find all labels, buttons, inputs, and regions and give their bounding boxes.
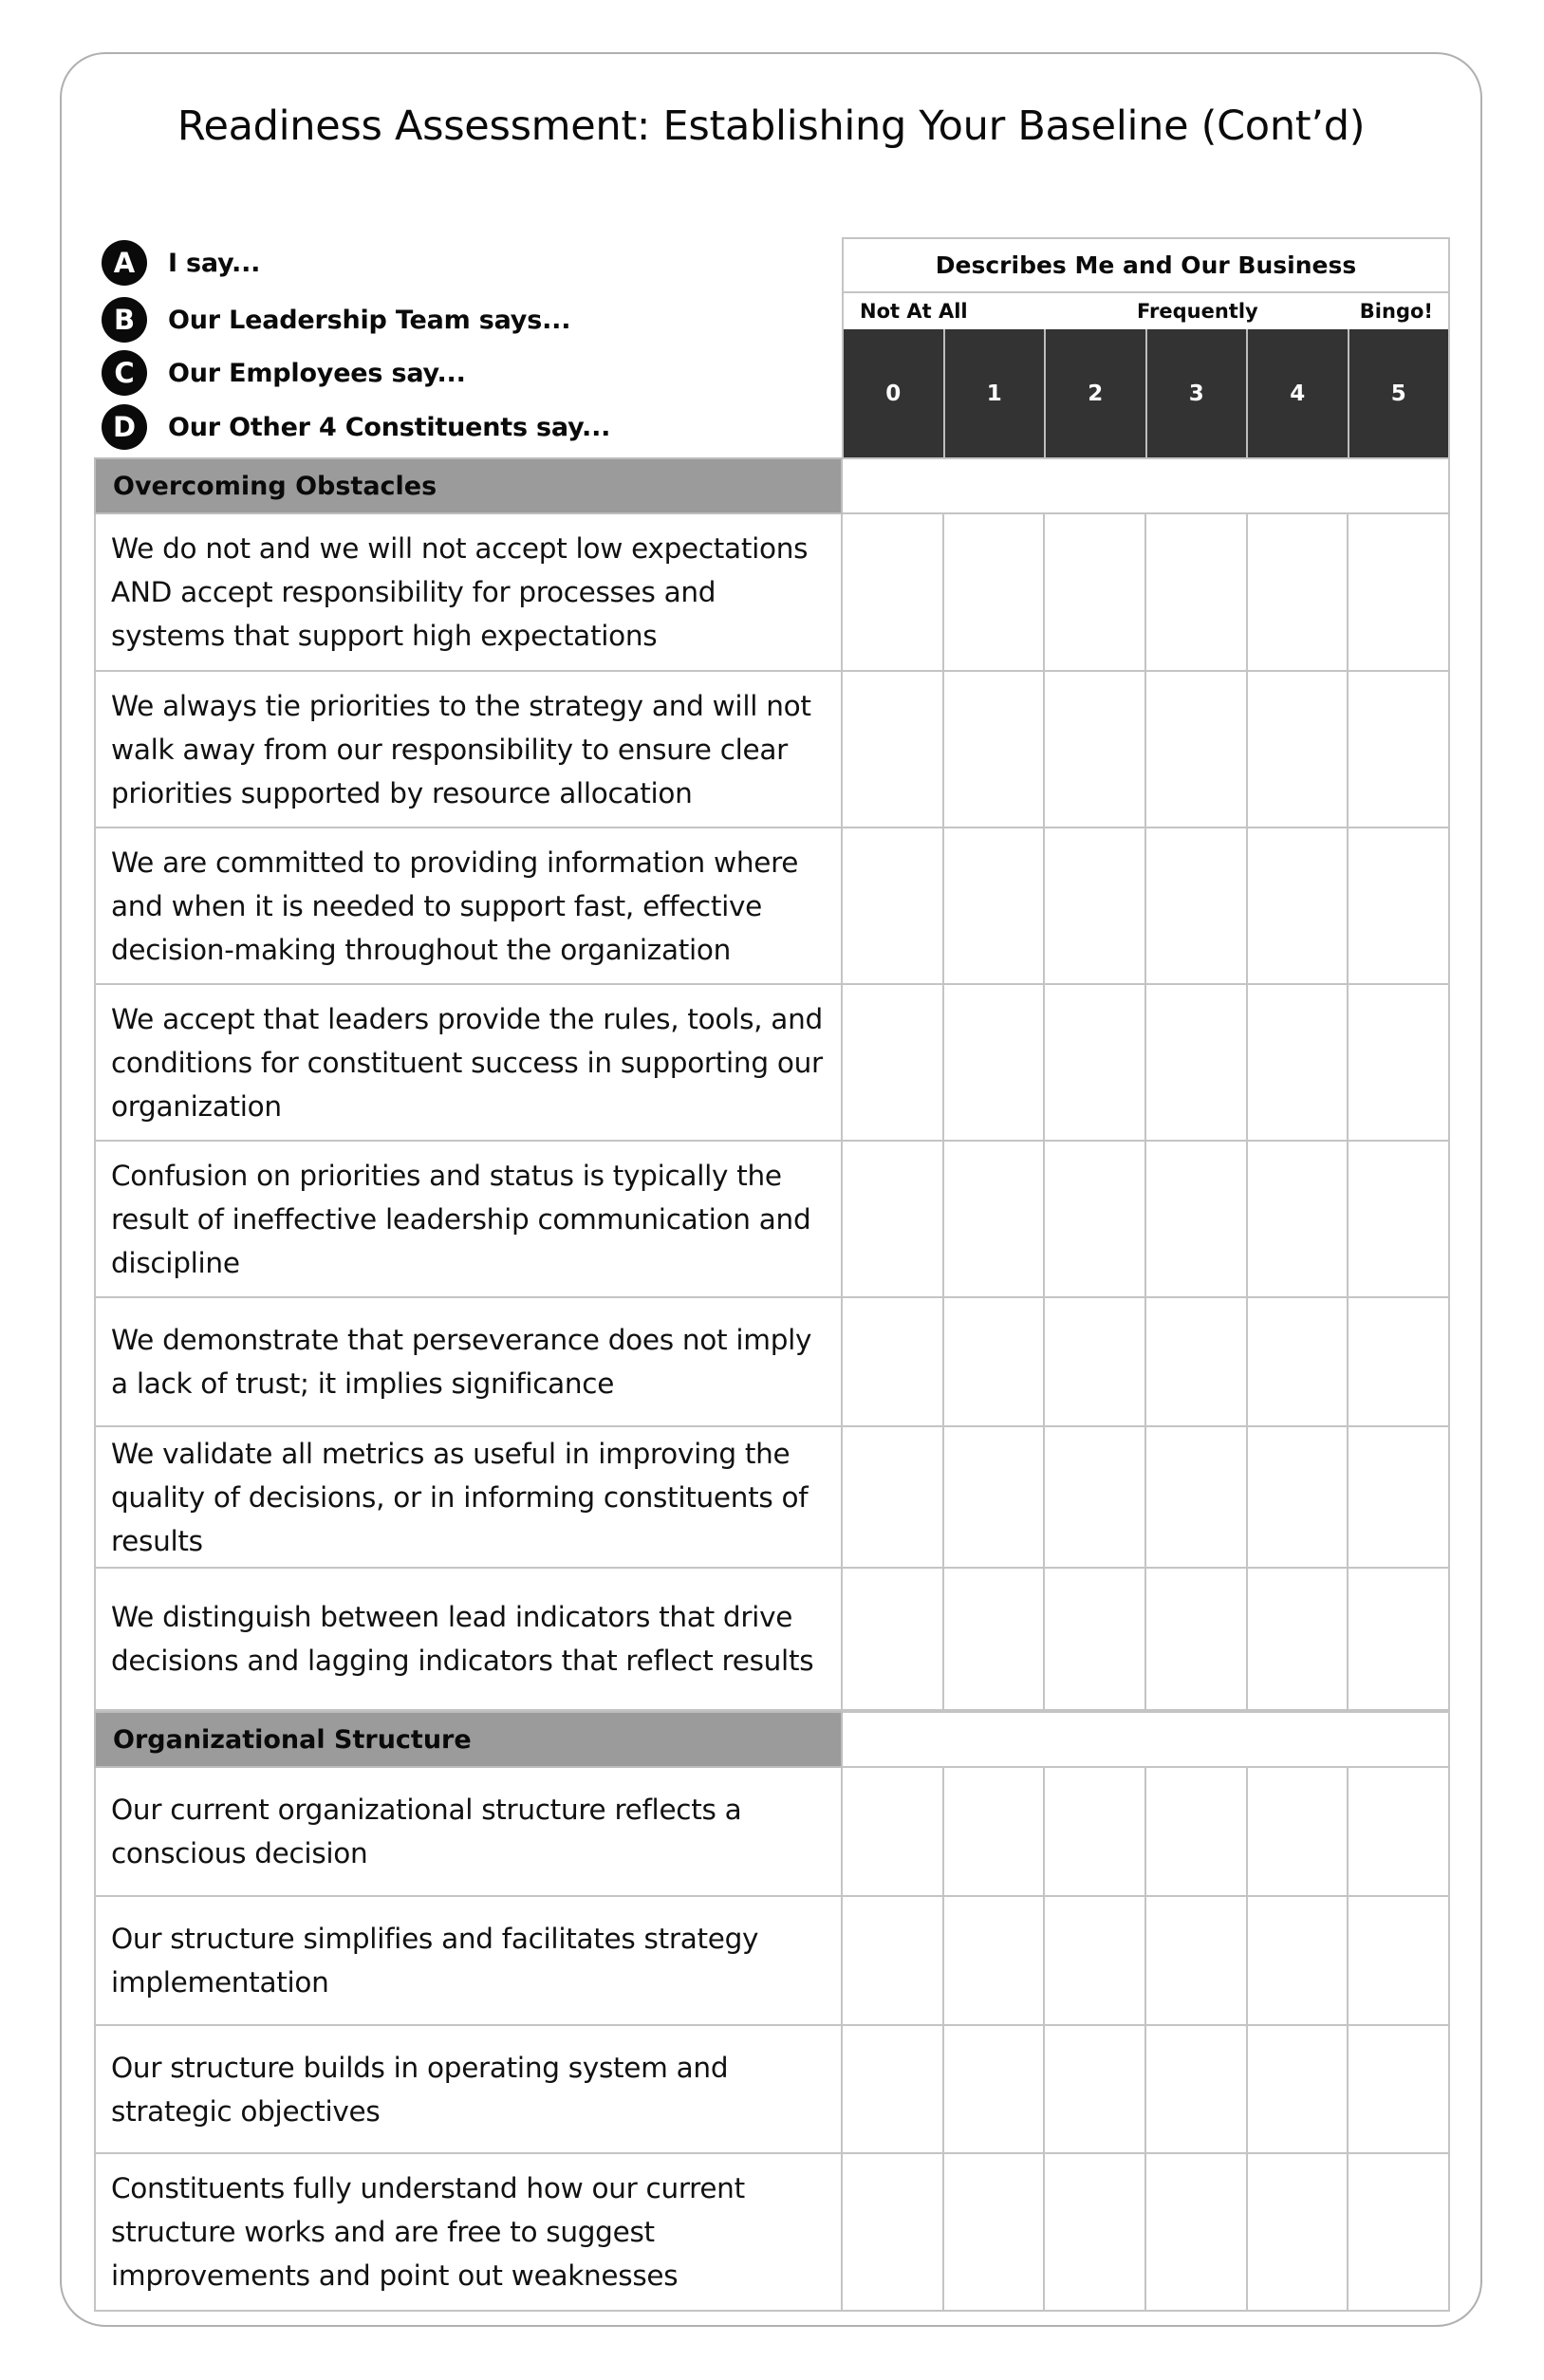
table-row	[94, 828, 1450, 985]
score-cell-4[interactable]	[1248, 1298, 1349, 1425]
score-cell-3[interactable]	[1146, 1768, 1248, 1895]
score-cell-3[interactable]	[1146, 2026, 1248, 2152]
score-cell-3[interactable]	[1146, 514, 1248, 670]
table-row	[94, 1142, 1450, 1298]
score-cell-0[interactable]	[843, 1569, 944, 1709]
score-cells	[843, 672, 1450, 827]
score-cell-1[interactable]	[944, 1142, 1046, 1296]
table-row	[94, 1897, 1450, 2026]
score-cell-0[interactable]	[843, 2154, 944, 2310]
score-cell-0[interactable]	[843, 1142, 944, 1296]
score-cell-3[interactable]	[1146, 828, 1248, 983]
score-cell-2[interactable]	[1045, 828, 1146, 983]
score-cell-3[interactable]	[1146, 672, 1248, 827]
table-row	[94, 2026, 1450, 2154]
score-cell-4[interactable]	[1248, 514, 1349, 670]
statement-text: Our structure builds in operating system and strategic objectives	[94, 2026, 843, 2152]
score-cell-5[interactable]	[1349, 2154, 1450, 2310]
score-scale-labels	[844, 293, 1448, 329]
score-cells	[843, 2154, 1450, 2310]
score-cell-5[interactable]	[1349, 1298, 1450, 1425]
score-2-label: 2	[1044, 329, 1145, 458]
legend-item-c	[102, 350, 466, 396]
score-cell-2[interactable]	[1045, 1298, 1146, 1425]
score-cell-0[interactable]	[843, 828, 944, 983]
score-cell-1[interactable]	[944, 1768, 1046, 1895]
score-cell-2[interactable]	[1045, 1142, 1146, 1296]
table-row	[94, 1427, 1450, 1569]
table-row	[94, 2154, 1450, 2312]
score-0-label: 0	[885, 381, 902, 406]
score-cell-2[interactable]	[1045, 1569, 1146, 1709]
score-cell-5[interactable]	[1349, 2026, 1450, 2152]
score-cell-0[interactable]	[843, 1897, 944, 2024]
score-cell-5[interactable]	[1349, 1897, 1450, 2024]
statement-text: Confusion on priorities and status is typically the result of ineffective leadership communication and discipline	[94, 1142, 843, 1296]
score-cell-2[interactable]	[1045, 1897, 1146, 2024]
score-header	[842, 237, 1450, 458]
badge-d-icon: D	[102, 404, 147, 450]
score-cell-1[interactable]	[944, 672, 1046, 827]
score-1-label: 1	[943, 329, 1045, 458]
score-cells	[843, 828, 1450, 983]
statement-text: We distinguish between lead indicators that drive decisions and lagging indicators that reflect results	[94, 1569, 843, 1709]
score-cell-3[interactable]	[1146, 1298, 1248, 1425]
score-cell-1[interactable]	[944, 2026, 1046, 2152]
page-title: Readiness Assessment: Establishing Your Baseline (Cont’d)	[177, 102, 1366, 150]
score-cell-1[interactable]	[944, 1569, 1046, 1709]
section-header-blank	[843, 457, 1450, 514]
score-cells	[843, 1142, 1450, 1296]
score-cell-1[interactable]	[944, 514, 1046, 670]
score-cell-4[interactable]	[1248, 672, 1349, 827]
table-row	[94, 985, 1450, 1142]
legend-item-d	[102, 404, 610, 450]
score-cell-2[interactable]	[1045, 1427, 1146, 1567]
score-cells	[843, 1569, 1450, 1709]
scale-label-low: Not At All	[860, 300, 968, 323]
score-cells	[843, 1427, 1450, 1567]
legend-text: I say...	[168, 248, 261, 278]
score-cell-5[interactable]	[1349, 1768, 1450, 1895]
score-cell-3[interactable]	[1146, 1427, 1248, 1567]
legend-item-b	[102, 297, 570, 343]
legend-text: Our Other 4 Constituents say...	[168, 412, 611, 442]
score-cell-0[interactable]	[843, 1427, 944, 1567]
table-row	[94, 1768, 1450, 1897]
score-cell-0[interactable]	[843, 514, 944, 670]
score-cell-5[interactable]	[1349, 1569, 1450, 1709]
score-cell-2[interactable]	[1045, 1768, 1146, 1895]
statement-text: Our structure simplifies and facilitates strategy implementation	[94, 1897, 843, 2024]
section-header-row	[94, 1711, 1450, 1768]
score-4-label: 4	[1246, 329, 1348, 458]
scale-label-mid: Frequently	[1137, 300, 1258, 323]
score-cell-1[interactable]	[944, 1427, 1046, 1567]
score-cell-1[interactable]	[944, 2154, 1046, 2310]
assessment-section-overcoming-obstacles	[94, 457, 1450, 1711]
score-cell-2[interactable]	[1045, 2154, 1146, 2310]
score-cells	[843, 1298, 1450, 1425]
score-cell-0[interactable]	[843, 985, 944, 1140]
score-cell-5[interactable]	[1349, 985, 1450, 1140]
score-cell-0[interactable]	[843, 2026, 944, 2152]
score-cell-4[interactable]	[1248, 1427, 1349, 1567]
section-title: Overcoming Obstacles	[94, 457, 843, 514]
score-cells	[843, 985, 1450, 1140]
statement-text: We do not and we will not accept low expectations AND accept responsibility for processes and systems that support high expectations	[94, 514, 843, 670]
badge-c-icon: C	[102, 350, 147, 396]
score-cell-2[interactable]	[1045, 672, 1146, 827]
table-row	[94, 1298, 1450, 1427]
statement-text: We demonstrate that perseverance does not imply a lack of trust; it implies significance	[94, 1298, 843, 1425]
statement-text: We always tie priorities to the strategy and will not walk away from our responsibility to ensure clear priorities supported by resource allocation	[94, 672, 843, 827]
section-header-blank	[843, 1711, 1450, 1768]
score-cell-3[interactable]	[1146, 1142, 1248, 1296]
score-cells	[843, 1897, 1450, 2024]
statement-text: We accept that leaders provide the rules, tools, and conditions for constituent success in supporting our organization	[94, 985, 843, 1140]
score-cell-1[interactable]	[944, 828, 1046, 983]
score-cell-1[interactable]	[944, 1298, 1046, 1425]
score-cell-4[interactable]	[1248, 828, 1349, 983]
score-cell-4[interactable]	[1248, 1142, 1349, 1296]
score-cell-5[interactable]	[1349, 672, 1450, 827]
score-cell-3[interactable]	[1146, 2154, 1248, 2310]
scale-label-high: Bingo!	[1359, 300, 1433, 323]
badge-b-icon: B	[102, 297, 147, 343]
statement-text: We validate all metrics as useful in improving the quality of decisions, or in informing constituents of results	[94, 1427, 843, 1567]
score-cells	[843, 2026, 1450, 2152]
score-cell-1[interactable]	[944, 1897, 1046, 2024]
score-cells	[843, 1768, 1450, 1895]
score-cell-4[interactable]	[1248, 2154, 1349, 2310]
score-cell-2[interactable]	[1045, 985, 1146, 1140]
score-cells	[843, 514, 1450, 670]
score-cell-3[interactable]	[1146, 1569, 1248, 1709]
statement-text: Our current organizational structure reflects a conscious decision	[94, 1768, 843, 1895]
score-cell-4[interactable]	[1248, 1768, 1349, 1895]
score-5-label: 5	[1348, 329, 1449, 458]
table-row	[94, 514, 1450, 672]
score-cell-3[interactable]	[1146, 985, 1248, 1140]
score-cell-5[interactable]	[1349, 514, 1450, 670]
score-cell-1[interactable]	[944, 985, 1046, 1140]
score-cell-5[interactable]	[1349, 1427, 1450, 1567]
score-cell-5[interactable]	[1349, 828, 1450, 983]
score-header-title: Describes Me and Our Business	[844, 239, 1448, 293]
section-header-row	[94, 457, 1450, 514]
score-number-row	[844, 329, 1448, 458]
score-cell-0[interactable]	[843, 1768, 944, 1895]
assessment-section-organizational-structure	[94, 1711, 1450, 2312]
legend-text: Our Employees say...	[168, 358, 466, 388]
score-cell-5[interactable]	[1349, 1142, 1450, 1296]
score-cell-0[interactable]	[843, 672, 944, 827]
score-3-label: 3	[1145, 329, 1247, 458]
score-cell-3[interactable]	[1146, 1897, 1248, 2024]
score-cell-4[interactable]	[1248, 2026, 1349, 2152]
score-cell-4[interactable]	[1248, 1897, 1349, 2024]
table-row	[94, 672, 1450, 828]
score-cell-2[interactable]	[1045, 2026, 1146, 2152]
score-cell-4[interactable]	[1248, 985, 1349, 1140]
table-row	[94, 1569, 1450, 1711]
statement-text: Constituents fully understand how our current structure works and are free to suggest improvements and point out weaknesses	[94, 2154, 843, 2310]
legend-item-a	[102, 240, 260, 286]
section-title: Organizational Structure	[94, 1711, 843, 1768]
score-cell-0[interactable]	[843, 1298, 944, 1425]
score-cell-4[interactable]	[1248, 1569, 1349, 1709]
statement-text: We are committed to providing information where and when it is needed to support fast, effective decision-making throughout the organization	[94, 828, 843, 983]
legend-text: Our Leadership Team says...	[168, 305, 571, 335]
badge-a-icon: A	[102, 240, 147, 286]
score-cell-2[interactable]	[1045, 514, 1146, 670]
